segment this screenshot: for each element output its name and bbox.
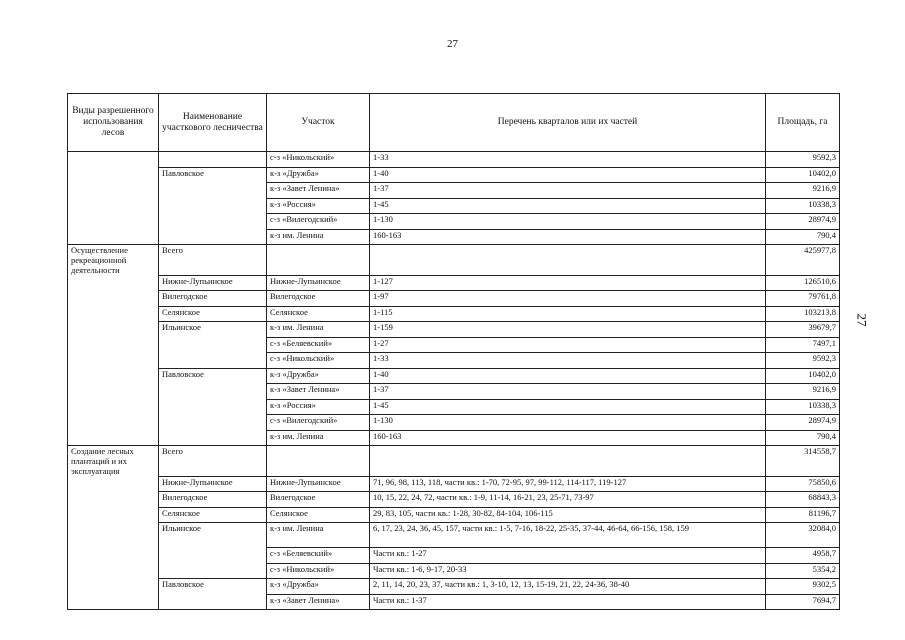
cell-quarters: 1-45 xyxy=(370,399,766,415)
cell-forestry: Павловское xyxy=(159,167,267,183)
cell-use-type xyxy=(68,275,159,291)
table-row xyxy=(68,198,840,214)
cell-area: 790,4 xyxy=(766,229,840,245)
cell-plot: с-з «Никольский» xyxy=(267,152,370,168)
cell-plot: с-з «Никольский» xyxy=(267,563,370,579)
cell-plot: с-з «Беляевский» xyxy=(267,337,370,353)
table-body xyxy=(68,152,840,610)
header-quarters-list: Перечень кварталов или их частей xyxy=(370,94,766,152)
cell-forestry xyxy=(159,198,267,214)
cell-area: 9592,3 xyxy=(766,152,840,168)
cell-quarters: 1-97 xyxy=(370,291,766,307)
cell-area: 79761,8 xyxy=(766,291,840,307)
cell-quarters: 1-37 xyxy=(370,183,766,199)
cell-plot: Селянское xyxy=(267,507,370,523)
cell-quarters: 1-33 xyxy=(370,152,766,168)
table-row xyxy=(68,507,840,523)
cell-quarters: 1-40 xyxy=(370,167,766,183)
cell-quarters: 1-45 xyxy=(370,198,766,214)
table-row xyxy=(68,415,840,431)
cell-plot: с-з «Беляевский» xyxy=(267,548,370,564)
cell-forestry xyxy=(159,353,267,369)
table-row xyxy=(68,353,840,369)
table-row xyxy=(68,167,840,183)
table-row xyxy=(68,368,840,384)
cell-use-type: Осуществление рекреационной деятельности xyxy=(68,245,159,276)
cell-forestry xyxy=(159,337,267,353)
cell-use-type xyxy=(68,353,159,369)
page-number-top: 27 xyxy=(447,38,458,50)
cell-use-type xyxy=(68,476,159,492)
cell-plot: к-з «Дружба» xyxy=(267,368,370,384)
cell-forestry xyxy=(159,399,267,415)
header-plot: Участок xyxy=(267,94,370,152)
cell-use-type xyxy=(68,306,159,322)
forest-use-table xyxy=(67,93,840,610)
cell-area: 39679,7 xyxy=(766,322,840,338)
cell-use-type xyxy=(68,291,159,307)
cell-plot: с-з «Никольский» xyxy=(267,353,370,369)
cell-area: 32084,0 xyxy=(766,523,840,548)
cell-area: 4958,7 xyxy=(766,548,840,564)
cell-use-type xyxy=(68,229,159,245)
table-row xyxy=(68,476,840,492)
cell-forestry: Всего xyxy=(159,245,267,276)
cell-plot: Нижне-Лупьинское xyxy=(267,275,370,291)
table-row xyxy=(68,229,840,245)
cell-area: 126510,6 xyxy=(766,275,840,291)
cell-plot: к-з им. Ленина xyxy=(267,523,370,548)
cell-area: 10402,0 xyxy=(766,167,840,183)
cell-use-type xyxy=(68,507,159,523)
cell-use-type xyxy=(68,548,159,564)
cell-quarters: 1-127 xyxy=(370,275,766,291)
cell-forestry: Вилегодское xyxy=(159,291,267,307)
cell-use-type xyxy=(68,183,159,199)
cell-plot: к-з «Завет Ленина» xyxy=(267,183,370,199)
cell-area: 7497,1 xyxy=(766,337,840,353)
table-row xyxy=(68,183,840,199)
cell-forestry xyxy=(159,384,267,400)
table-row xyxy=(68,548,840,564)
cell-use-type xyxy=(68,152,159,168)
cell-forestry: Павловское xyxy=(159,579,267,595)
header-forestry-name: Наименование участкового лесничества xyxy=(159,94,267,152)
cell-plot: к-з им. Ленина xyxy=(267,430,370,446)
table-row xyxy=(68,446,840,477)
cell-forestry xyxy=(159,563,267,579)
cell-plot: Вилегодское xyxy=(267,291,370,307)
cell-quarters: 2, 11, 14, 20, 23, 37, части кв.: 1, 3-10, 12, 13, 15-19, 21, 22, 24-36, 38-40 xyxy=(370,579,766,595)
cell-area: 9592,3 xyxy=(766,353,840,369)
cell-plot: Селянское xyxy=(267,306,370,322)
cell-forestry: Ильинское xyxy=(159,523,267,548)
cell-area: 10338,3 xyxy=(766,399,840,415)
cell-forestry: Вилегодское xyxy=(159,492,267,508)
cell-area: 81196,7 xyxy=(766,507,840,523)
table-row xyxy=(68,523,840,548)
cell-forestry: Селянское xyxy=(159,507,267,523)
cell-forestry xyxy=(159,229,267,245)
cell-forestry: Селянское xyxy=(159,306,267,322)
table-row xyxy=(68,291,840,307)
cell-forestry xyxy=(159,214,267,230)
header-use-type: Виды разрешенного использования лесов xyxy=(68,94,159,152)
cell-use-type xyxy=(68,492,159,508)
table-row xyxy=(68,594,840,610)
cell-area: 28974,9 xyxy=(766,214,840,230)
cell-quarters: 1-130 xyxy=(370,214,766,230)
cell-forestry xyxy=(159,430,267,446)
cell-forestry xyxy=(159,415,267,431)
cell-area: 75850,6 xyxy=(766,476,840,492)
table-row xyxy=(68,214,840,230)
cell-area: 9216,9 xyxy=(766,183,840,199)
cell-forestry: Нижне-Лупьинское xyxy=(159,275,267,291)
table-row xyxy=(68,563,840,579)
cell-area: 314558,7 xyxy=(766,446,840,477)
cell-quarters: 1-130 xyxy=(370,415,766,431)
cell-plot: к-з «Россия» xyxy=(267,198,370,214)
cell-area: 5354,2 xyxy=(766,563,840,579)
cell-quarters: 1-37 xyxy=(370,384,766,400)
cell-quarters: 1-40 xyxy=(370,368,766,384)
cell-quarters: 160-163 xyxy=(370,430,766,446)
cell-quarters: 10, 15, 22, 24, 72, части кв.: 1-9, 11-14, 16-21, 23, 25-71, 73-97 xyxy=(370,492,766,508)
cell-use-type xyxy=(68,337,159,353)
cell-area: 103213,8 xyxy=(766,306,840,322)
cell-quarters: 160-163 xyxy=(370,229,766,245)
cell-forestry xyxy=(159,548,267,564)
page-number-side: 27 xyxy=(854,313,870,327)
cell-quarters: 1-33 xyxy=(370,353,766,369)
cell-use-type xyxy=(68,579,159,595)
table-row xyxy=(68,430,840,446)
table-row xyxy=(68,245,840,276)
cell-area: 7694,7 xyxy=(766,594,840,610)
table-row xyxy=(68,322,840,338)
cell-plot: к-з им. Ленина xyxy=(267,322,370,338)
cell-quarters: 71, 96, 98, 113, 118, части кв.: 1-70, 72-95, 97, 99-112, 114-117, 119-127 xyxy=(370,476,766,492)
cell-use-type xyxy=(68,214,159,230)
cell-forestry: Нижне-Лупьинское xyxy=(159,476,267,492)
cell-use-type xyxy=(68,198,159,214)
cell-area: 790,4 xyxy=(766,430,840,446)
cell-area: 425977,8 xyxy=(766,245,840,276)
cell-quarters: 1-27 xyxy=(370,337,766,353)
cell-area: 9216,9 xyxy=(766,384,840,400)
cell-use-type xyxy=(68,399,159,415)
cell-forestry xyxy=(159,594,267,610)
cell-forestry: Ильинское xyxy=(159,322,267,338)
cell-plot: к-з «Завет Ленина» xyxy=(267,594,370,610)
table-header-row xyxy=(68,94,840,152)
cell-quarters: Части кв.: 1-6, 9-17, 20-33 xyxy=(370,563,766,579)
table-row xyxy=(68,384,840,400)
cell-quarters: 29, 83, 105, части кв.: 1-28, 30-82, 84-104, 106-115 xyxy=(370,507,766,523)
table-row xyxy=(68,275,840,291)
cell-area: 10338,3 xyxy=(766,198,840,214)
cell-quarters: 1-159 xyxy=(370,322,766,338)
cell-use-type xyxy=(68,322,159,338)
table-row xyxy=(68,399,840,415)
cell-use-type xyxy=(68,430,159,446)
cell-plot: Нижне-Лупьинское xyxy=(267,476,370,492)
cell-plot: с-з «Вилегодский» xyxy=(267,415,370,431)
table-row xyxy=(68,337,840,353)
cell-plot: к-з «Дружба» xyxy=(267,167,370,183)
cell-area: 28974,9 xyxy=(766,415,840,431)
cell-plot xyxy=(267,446,370,477)
table-row xyxy=(68,152,840,168)
header-area: Площадь, га xyxy=(766,94,840,152)
cell-plot xyxy=(267,245,370,276)
table-row xyxy=(68,306,840,322)
cell-plot: к-з «Россия» xyxy=(267,399,370,415)
cell-use-type xyxy=(68,523,159,548)
table-row xyxy=(68,579,840,595)
cell-quarters: Части кв.: 1-37 xyxy=(370,594,766,610)
cell-quarters: 6, 17, 23, 24, 36, 45, 157, части кв.: 1-5, 7-16, 18-22, 25-35, 37-44, 46-64, 66-156, 158, 159 xyxy=(370,523,766,548)
cell-forestry xyxy=(159,152,267,168)
cell-forestry: Павловское xyxy=(159,368,267,384)
cell-area: 9302,5 xyxy=(766,579,840,595)
cell-use-type xyxy=(68,415,159,431)
cell-use-type xyxy=(68,594,159,610)
cell-quarters xyxy=(370,446,766,477)
cell-plot: с-з «Вилегодский» xyxy=(267,214,370,230)
cell-quarters xyxy=(370,245,766,276)
cell-area: 10402,0 xyxy=(766,368,840,384)
cell-area: 68843,3 xyxy=(766,492,840,508)
cell-use-type: Создание лесных плантаций и их эксплуатация xyxy=(68,446,159,477)
cell-use-type xyxy=(68,384,159,400)
cell-forestry: Всего xyxy=(159,446,267,477)
cell-plot: к-з «Завет Ленина» xyxy=(267,384,370,400)
cell-plot: к-з «Дружба» xyxy=(267,579,370,595)
cell-plot: Вилегодское xyxy=(267,492,370,508)
cell-quarters: 1-115 xyxy=(370,306,766,322)
cell-plot: к-з им. Ленина xyxy=(267,229,370,245)
cell-use-type xyxy=(68,368,159,384)
cell-use-type xyxy=(68,167,159,183)
cell-use-type xyxy=(68,563,159,579)
cell-quarters: Части кв.: 1-27 xyxy=(370,548,766,564)
table-row xyxy=(68,492,840,508)
cell-forestry xyxy=(159,183,267,199)
